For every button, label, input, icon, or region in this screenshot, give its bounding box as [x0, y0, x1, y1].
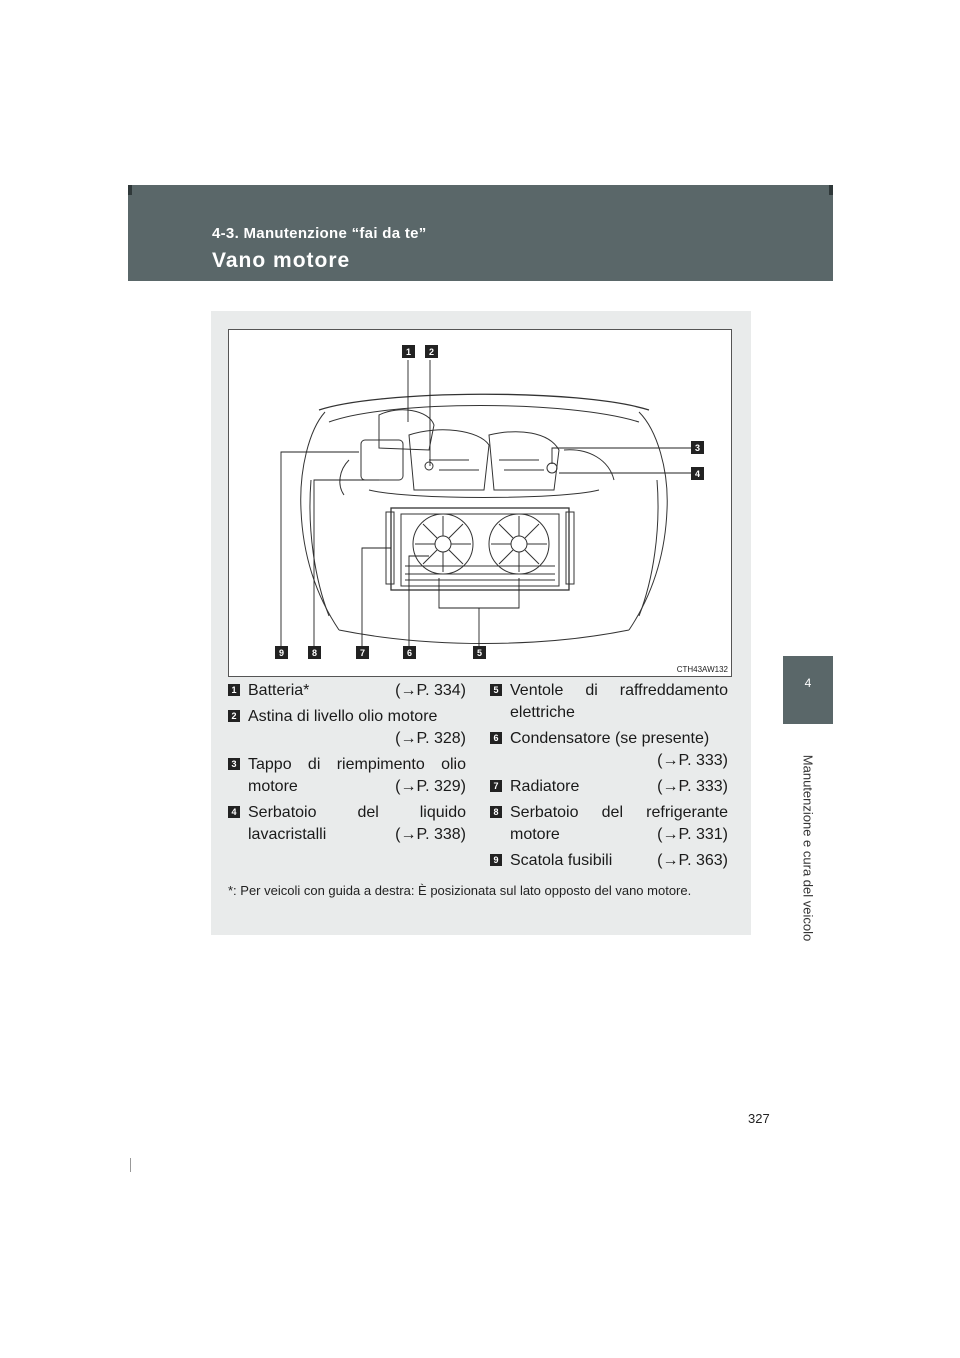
- page-reference: (→P. 333): [657, 778, 728, 795]
- footnote: *: Per veicoli con guida a destra: È posizionata sul lato opposto del vano motore.: [228, 883, 692, 898]
- legend-number: 3: [228, 758, 240, 770]
- callout-7: 7: [359, 648, 366, 658]
- legend-text: Serbatoio del refrigerante: [510, 804, 728, 821]
- chapter-tab: [783, 656, 833, 724]
- engine-bay-illustration: [229, 330, 732, 677]
- legend-item-6: [490, 728, 728, 772]
- page-reference: (→P. 363): [657, 852, 728, 869]
- page-reference: (→P. 329): [395, 778, 466, 795]
- callout-2: 2: [428, 347, 435, 357]
- page-reference: (→P. 338): [395, 826, 466, 843]
- legend-item-3: [228, 754, 466, 798]
- legend-text: Serbatoio del liquido: [248, 804, 466, 821]
- legend-text: Ventole di raffreddamento: [510, 682, 728, 699]
- legend-number: 4: [228, 806, 240, 818]
- page-title: Vano motore: [212, 249, 351, 272]
- legend-text-continued: elettriche: [510, 704, 575, 721]
- page-reference: (→P. 331): [657, 826, 728, 843]
- callout-6: 6: [406, 648, 413, 658]
- callout-1: 1: [405, 347, 412, 357]
- legend-text: Scatola fusibili: [510, 852, 613, 869]
- legend-text: Radiatore: [510, 778, 580, 795]
- chapter-label: Manutenzione e cura del veicolo: [800, 754, 816, 942]
- page-reference: (→P. 334): [395, 682, 466, 699]
- header-mark-right: [829, 185, 833, 195]
- callout-8: 8: [311, 648, 318, 658]
- legend-item-2: [228, 706, 466, 750]
- legend-item-1: [228, 680, 466, 702]
- section-title: 4-3. Manutenzione “fai da te”: [212, 225, 427, 242]
- legend-number: 8: [490, 806, 502, 818]
- legend-text: Batteria*: [248, 682, 310, 699]
- callout-5: 5: [476, 648, 483, 658]
- chapter-header: [128, 185, 833, 281]
- legend-number: 2: [228, 710, 240, 722]
- page-reference: (→P. 333): [657, 752, 728, 769]
- legend-text: Astina di livello olio motore: [248, 708, 438, 725]
- legend-item-8: [490, 802, 728, 846]
- callout-3: 3: [694, 443, 701, 453]
- legend-text-continued: lavacristalli: [248, 826, 327, 843]
- callout-4: 4: [694, 469, 701, 479]
- legend-number: 7: [490, 780, 502, 792]
- legend-item-4: [228, 802, 466, 846]
- page-number: 327: [748, 1111, 770, 1126]
- legend-number: 9: [490, 854, 502, 866]
- callout-9: 9: [278, 648, 285, 658]
- legend-text: Condensatore (se presente): [510, 730, 710, 747]
- legend-number: 1: [228, 684, 240, 696]
- crop-mark: [130, 1158, 131, 1172]
- engine-bay-figure: [228, 329, 732, 677]
- figure-code: CTH43AW132: [676, 665, 728, 674]
- page-reference: (→P. 328): [395, 730, 466, 747]
- legend-text-continued: motore: [248, 778, 298, 795]
- legend-item-7: [490, 776, 728, 798]
- legend-item-9: [490, 850, 728, 872]
- legend-text: Tappo di riempimento olio: [248, 756, 466, 773]
- legend-text-continued: motore: [510, 826, 560, 843]
- chapter-number: 4: [804, 676, 812, 690]
- legend-number: 6: [490, 732, 502, 744]
- legend-number: 5: [490, 684, 502, 696]
- legend-item-5: [490, 680, 728, 724]
- header-mark-left: [128, 185, 132, 195]
